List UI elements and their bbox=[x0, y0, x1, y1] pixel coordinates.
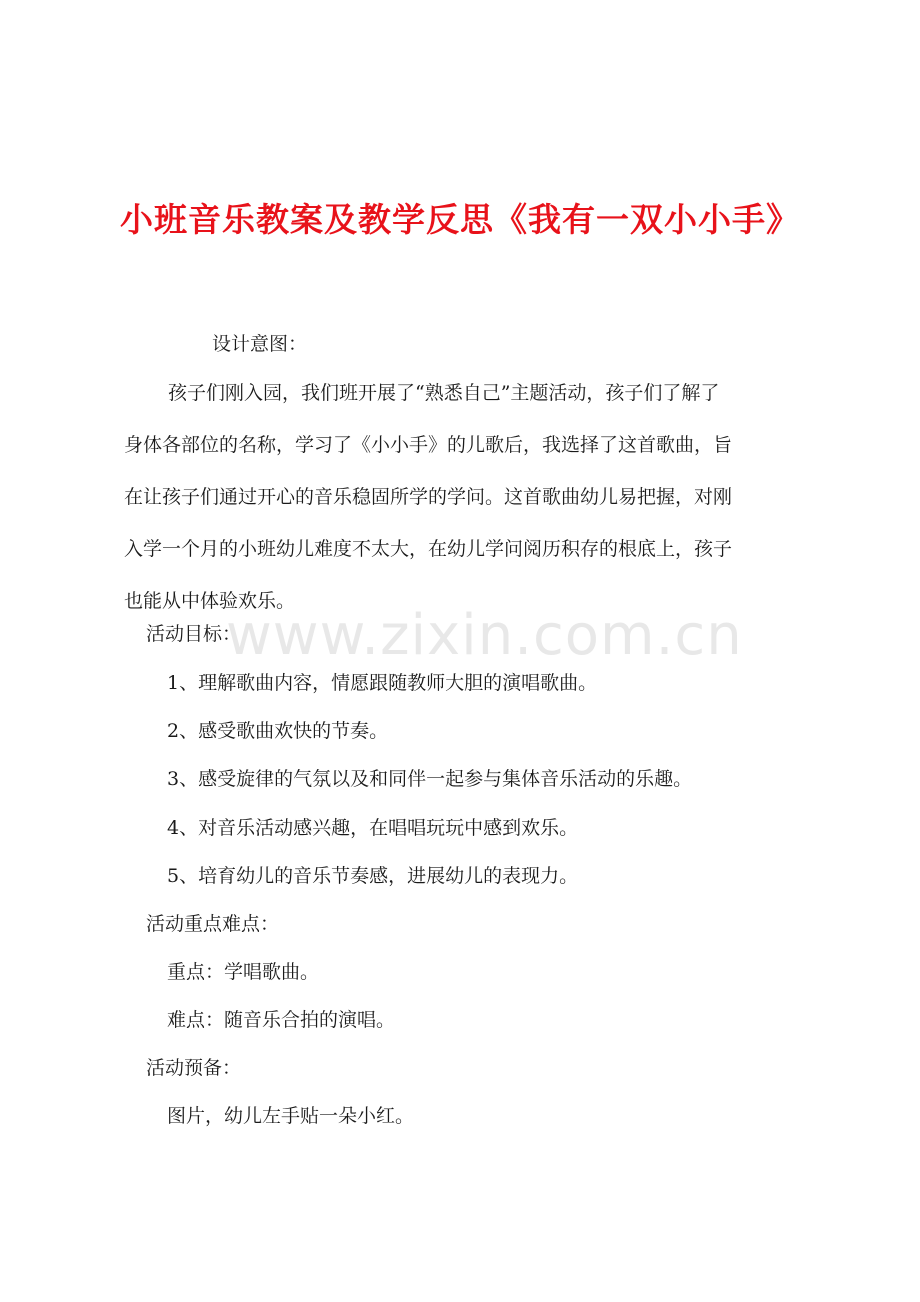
goal-item: 4、对音乐活动感兴趣，在唱唱玩玩中感到欢乐。 bbox=[167, 817, 579, 839]
goal-item: 5、培育幼儿的音乐节奏感，进展幼儿的表现力。 bbox=[167, 865, 579, 887]
key-point: 重点：学唱歌曲。 bbox=[167, 961, 320, 983]
goal-item: 1、理解歌曲内容，情愿跟随教师大胆的演唱歌曲。 bbox=[167, 672, 598, 694]
key-points-heading: 活动重点难点： bbox=[146, 913, 280, 935]
goal-item: 2、感受歌曲欢快的节奏。 bbox=[167, 720, 389, 742]
document-title: 小班音乐教案及教学反思《我有一双小小手》 bbox=[120, 200, 800, 239]
design-heading: 设计意图： bbox=[212, 333, 308, 355]
preparation-heading: 活动预备： bbox=[146, 1057, 242, 1079]
paragraph-line: 在让孩子们通过开心的音乐稳固所学的学问。这首歌曲幼儿易把握，对刚 bbox=[124, 486, 733, 508]
goals-heading: 活动目标： bbox=[146, 623, 242, 645]
difficult-point: 难点：随音乐合拍的演唱。 bbox=[167, 1009, 396, 1031]
watermark: www.zixin.com.cn bbox=[226, 603, 743, 668]
preparation-item: 图片，幼儿左手贴一朵小红。 bbox=[167, 1105, 415, 1127]
paragraph-line: 身体各部位的名称，学习了《小小手》的儿歌后，我选择了这首歌曲，旨 bbox=[124, 434, 733, 456]
paragraph-line: 也能从中体验欢乐。 bbox=[124, 590, 296, 612]
paragraph-line: 入学一个月的小班幼儿难度不太大，在幼儿学问阅历积存的根底上，孩子 bbox=[124, 538, 733, 560]
goal-item: 3、感受旋律的气氛以及和同伴一起参与集体音乐活动的乐趣。 bbox=[167, 768, 693, 790]
paragraph-line: 孩子们刚入园，我们班开展了“熟悉自己”主题活动，孩子们了解了 bbox=[168, 382, 720, 404]
design-paragraph bbox=[124, 380, 804, 640]
